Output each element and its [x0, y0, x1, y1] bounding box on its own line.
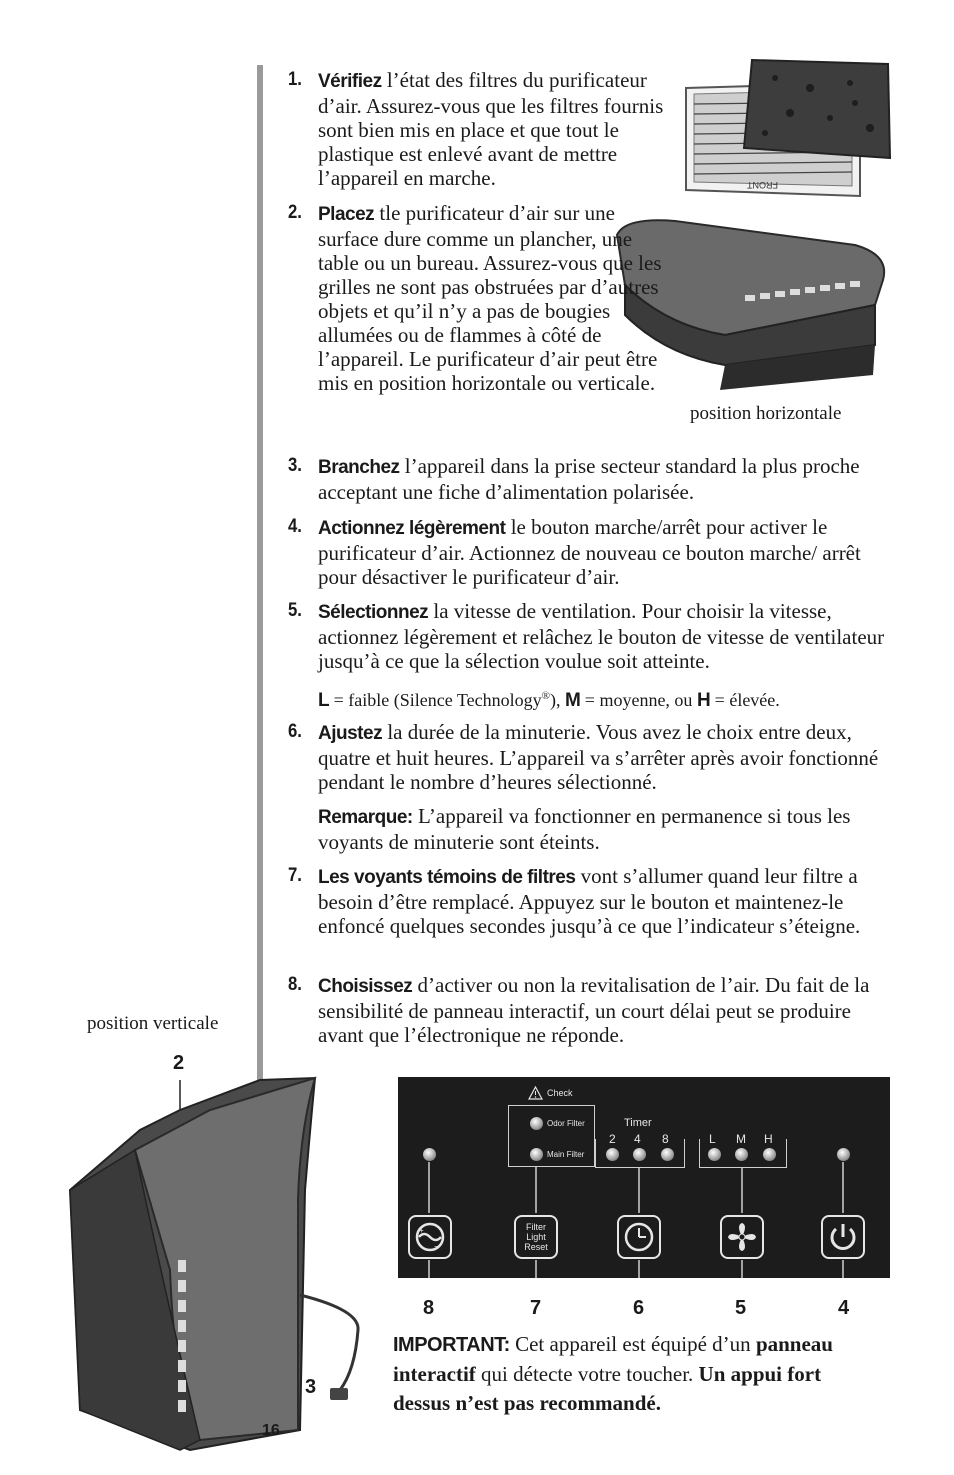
vertical-caption: position verticale: [87, 1013, 219, 1034]
step-6: [288, 720, 893, 794]
step-text: le bouton marche/arrêt pour activer le purificateur d’air. Actionnez de nouveau ce bouton marche/ arrêt pour désactiver le purificateur d’air.: [318, 515, 861, 589]
step-text: l’appareil dans la prise secteur standard la plus proche acceptant une fiche d’alimentation polarisée.: [318, 454, 860, 504]
step-5: [288, 599, 893, 673]
check-label: Check: [547, 1088, 573, 1098]
reset-line-2: Light: [526, 1232, 546, 1242]
speed-m-label: M: [736, 1132, 746, 1146]
reset-line-1: Filter: [526, 1222, 546, 1232]
power-button[interactable]: [821, 1215, 865, 1259]
step-keyword: Vérifiez: [318, 71, 382, 92]
svg-text:+: +: [419, 1226, 424, 1235]
step-text: l’état des filtres du purificateur d’air. Assurez-vous que les filtres fournis sont bien mis en place et que tout le plastique est enlevé avant de mettre l’appareil en marche.: [318, 68, 664, 190]
control-panel: [398, 1077, 890, 1278]
step-text: d’activer ou non la revitalisation de l’air. Du fait de la sensibilité de panneau interactif, un court délai peut se produire avant que l’électronique ne réponde.: [318, 973, 870, 1047]
callout-2: 2: [173, 1052, 185, 1074]
speed-h-label: H: [764, 1132, 773, 1146]
remark-keyword: Remarque:: [318, 807, 413, 828]
step-3: [288, 454, 893, 504]
step-2: [288, 201, 663, 395]
panel-number-4: 4: [838, 1297, 850, 1319]
revitalization-icon: [410, 1217, 450, 1257]
step-number: 5.: [288, 600, 302, 621]
timer-8-label: 8: [662, 1132, 669, 1146]
vertical-purifier-illustration: [60, 1070, 385, 1455]
step-text: la vitesse de ventilation. Pour choisir la vitesse, actionnez légèrement et relâchez le bouton de vitesse de ventilateur jusqu’à ce que la sélection voulue soit atteinte.: [318, 599, 885, 673]
filter-front-label: FRONT: [747, 180, 778, 190]
speed-legend: L = faible (Silence Technology®), M = moyenne, ou H = élevée.: [318, 690, 780, 711]
fan-speed-button[interactable]: [720, 1215, 764, 1259]
important-keyword: IMPORTANT:: [393, 1334, 510, 1356]
panel-number-5: 5: [735, 1297, 747, 1319]
step-number: 6.: [288, 721, 302, 742]
step-keyword: Actionnez légèrement: [318, 518, 506, 539]
horizontal-caption: position horizontale: [690, 403, 842, 424]
step-7: [288, 864, 893, 938]
step-number: 1.: [288, 69, 302, 90]
step-keyword: Branchez: [318, 457, 400, 478]
fan-icon: [722, 1217, 762, 1257]
clock-icon: [619, 1217, 659, 1257]
timer-button[interactable]: [617, 1215, 661, 1259]
timer-2-label: 2: [609, 1132, 616, 1146]
step-text: la durée de la minuterie. Vous avez le choix entre deux, quatre et huit heures. L’appareil va s’arrêter après avoir fonctionné pendant le nombre d’heures sélectionné.: [318, 720, 879, 794]
main-filter-label: Main Filter: [547, 1150, 585, 1159]
step-keyword: Placez: [318, 204, 375, 225]
panel-number-7: 7: [530, 1297, 542, 1319]
step-number: 4.: [288, 516, 302, 537]
reset-line-3: Reset: [524, 1242, 548, 1252]
step-1: [288, 68, 688, 190]
remark: [318, 804, 893, 854]
step-number: 2.: [288, 202, 302, 223]
panel-number-8: 8: [423, 1297, 435, 1319]
step-text: vont s’allumer quand leur filtre a besoin d’être remplacé. Appuyez sur le bouton et maintenez-le enfoncé quelques secondes jusqu’à ce que l’indicateur s’éteigne.: [318, 864, 861, 938]
callout-3: 3: [305, 1376, 317, 1398]
panel-number-6: 6: [633, 1297, 645, 1319]
step-keyword: Choisissez: [318, 976, 413, 997]
speed-l-label: L: [709, 1132, 716, 1146]
step-keyword: Les voyants témoins de filtres: [318, 867, 576, 888]
power-icon: [823, 1217, 863, 1257]
step-number: 8.: [288, 974, 302, 995]
important-notice: IMPORTANT: Cet appareil est équipé d’un panneau interactif qui détecte votre toucher. Un appui fort dessus n’est pas recommandé.: [393, 1332, 833, 1415]
timer-4-label: 4: [634, 1132, 641, 1146]
odor-filter-label: Odor Filter: [547, 1119, 585, 1128]
page-number: 16: [262, 1422, 280, 1439]
step-4: [288, 515, 893, 589]
remark-text: L’appareil va fonctionner en permanence si tous les voyants de minuterie sont éteints.: [318, 804, 851, 854]
step-keyword: Ajustez: [318, 723, 383, 744]
step-number: 7.: [288, 865, 302, 886]
step-text: tle purificateur d’air sur une surface dure comme un plancher, une table ou un bureau. Assurez-vous que les grilles ne sont pas obstruées par d’autres objets et qu’il n’y a pas de bougies allumées ou de flammes à côté de l’appareil. Le purificateur d’air peut être mis en position horizontale ou verticale.: [318, 201, 662, 395]
step-8: [288, 973, 893, 1047]
filter-illustration: [680, 58, 895, 208]
timer-label: Timer: [624, 1117, 652, 1129]
step-number: 3.: [288, 455, 302, 476]
svg-text:−: −: [434, 1242, 439, 1251]
filter-light-reset-button[interactable]: [514, 1215, 558, 1259]
step-keyword: Sélectionnez: [318, 602, 429, 623]
revitalization-button[interactable]: [408, 1215, 452, 1259]
